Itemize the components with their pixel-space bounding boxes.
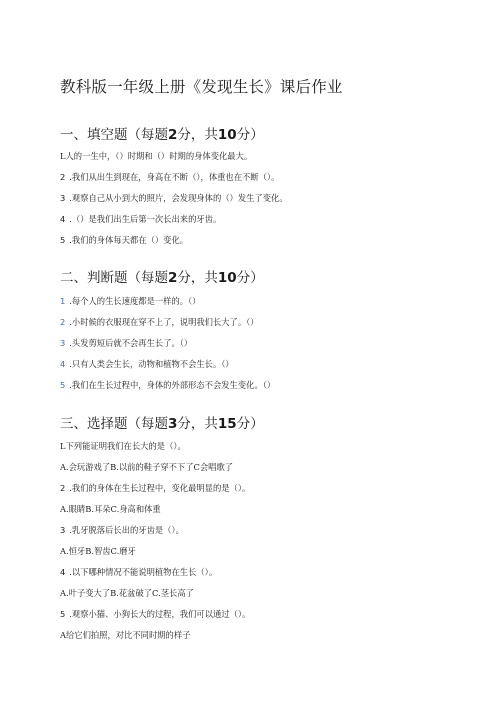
heading-total-points: 10 (217, 127, 237, 143)
choice-options-4: A.叶子变大了B.花盆破了C.茎长高了 (60, 588, 194, 598)
true-false-question-2: 2 .小时候的衣服现在穿不上了，说明我们长大了。（） (60, 317, 259, 327)
true-false-question-1: 1 .每个人的生长速度都是一样的。（） (60, 296, 201, 306)
choice-options-3: A.恒牙B.智齿C.磨牙 (60, 546, 136, 556)
heading-prefix: 一、填空题（每题 (60, 127, 168, 143)
section-heading-multiple-choice: 三、选择题（每题3分，共15分） (60, 416, 264, 432)
choice-question-5: 5 .观察小猫、小狗长大的过程，我们可以通过（）。 (60, 609, 251, 619)
heading-suffix: 分） (236, 127, 264, 143)
section-heading-fill-in (60, 123, 264, 143)
choice-question-2: 2 .我们的身体在生长过程中，变化最明显的是（）。 (60, 483, 251, 493)
true-false-question-4: 4 .只有人类会生长，动物和植物不会生长。（） (60, 359, 234, 369)
choice-question-3: 3 .乳牙脱落后长出的牙齿是（）。 (60, 525, 184, 535)
true-false-question-3: 3 .头发剪短后就不会再生长了。（） (60, 338, 193, 348)
choice-options-5: A给它们拍照，对比不同时期的样子 (60, 630, 191, 640)
choice-options-2: A.眼睛B.耳朵C.身高和体重 (60, 504, 161, 514)
choice-question-4: 4 .以下哪种情况不能说明植物在生长（）。 (60, 567, 218, 577)
choice-options-1: A.会玩游戏了B.以前的鞋子穿不下了C会唱歌了 (60, 462, 234, 472)
fill-in-question-5: 5 .我们的身体每天都在（）变化。 (60, 235, 189, 245)
choice-question-1: L下列能证明我们在长大的是（）。 (60, 441, 186, 451)
document-title: 教科版一年级上册《发现生长》课后作业 (60, 78, 343, 96)
fill-in-question-1: L人的一生中，（）时期和（）时期的身体变化最大。 (60, 151, 253, 161)
heading-points-per-question: 2 (168, 127, 178, 143)
section-heading-true-false: 二、判断题（每题2分，共10分） (60, 270, 264, 286)
fill-in-question-2: 2 .我们从出生到现在，身高在不断（），体重也在不断（）。 (60, 172, 280, 182)
fill-in-question-3: 3 .观察自己从小到大的照片，会发现身体的（）发生了变化。 (60, 193, 288, 203)
heading-mid: 分，共 (177, 127, 218, 143)
fill-in-question-4: 4 .（）是我们出生后第一次长出来的牙齿。 (60, 214, 222, 224)
true-false-question-5: 5 .我们在生长过程中，身体的外部形态不会发生变化。（） (60, 380, 276, 390)
